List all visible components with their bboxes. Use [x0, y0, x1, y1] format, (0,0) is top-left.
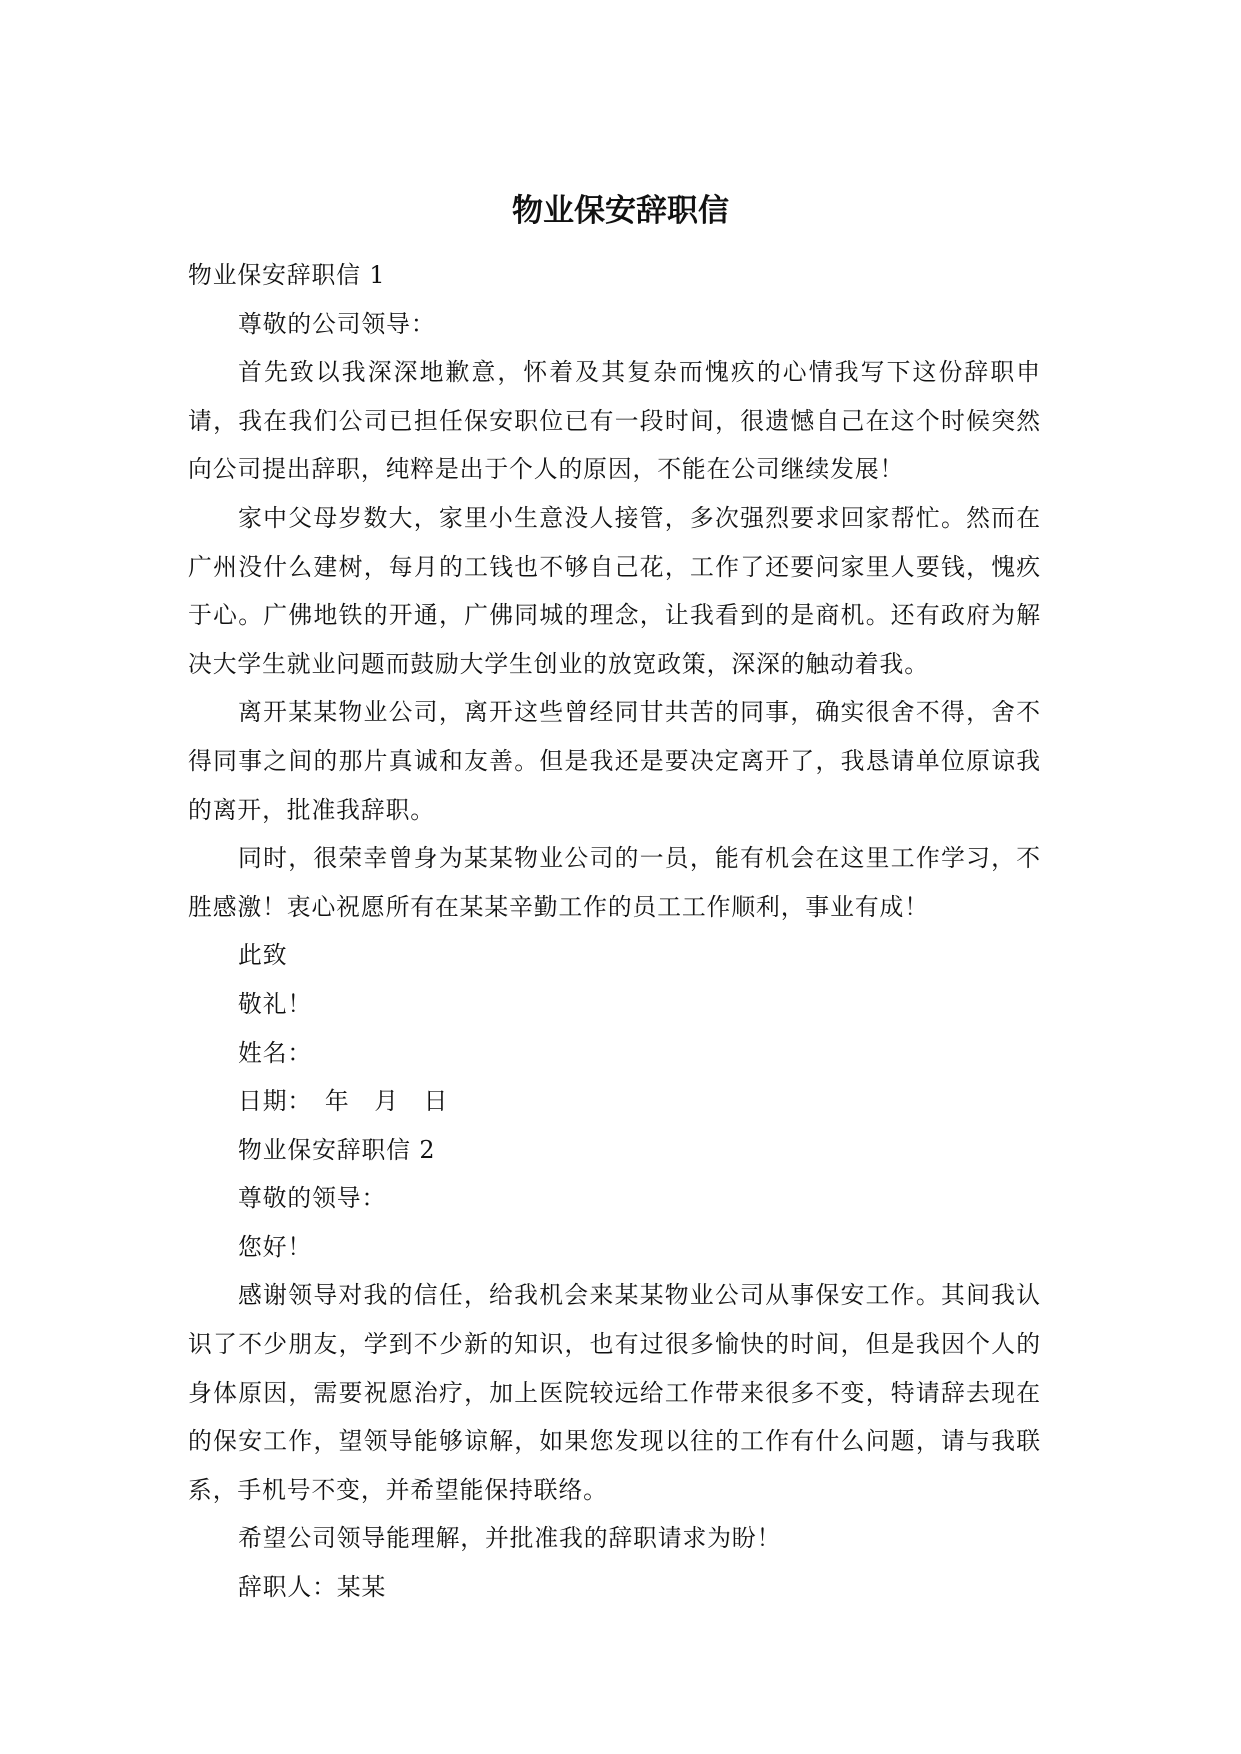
section-heading-1: 物业保安辞职信 1 — [188, 261, 386, 289]
document-body — [188, 251, 1041, 1612]
resigner-line: 辞职人：某某 — [238, 1573, 387, 1602]
body-paragraph: 希望公司领导能理解，并批准我的辞职请求为盼！ — [238, 1524, 782, 1553]
body-paragraph: 家中父母岁数大，家里小生意没人接管，多次强烈要求回家帮忙。然而在广州没什么建树，每月的工钱也不够自己花，工作了还要问家里人要钱，愧疚于心。广佛地铁的开通，广佛同城的理念，让我看到的是商机。还有政府为解决大学生就业问题而鼓励大学生创业的放宽政策，深深的触动着我。 — [188, 503, 1041, 678]
salutation-1: 尊敬的公司领导： — [238, 309, 436, 338]
document-title: 物业保安辞职信 — [512, 193, 729, 229]
greeting: 您好！ — [238, 1232, 313, 1261]
body-paragraph: 首先致以我深深地歉意，怀着及其复杂而愧疚的心情我写下这份辞职申请，我在我们公司已担任保安职位已有一段时间，很遗憾自己在这个时候突然向公司提出辞职，纯粹是出于个人的原因，不能在公司继续发展！ — [188, 358, 1041, 484]
closing-greeting: 敬礼！ — [238, 989, 313, 1018]
body-paragraph: 离开某某物业公司，离开这些曾经同甘共苦的同事，确实很舍不得，舍不得同事之间的那片真诚和友善。但是我还是要决定离开了，我恳请单位原谅我的离开，批准我辞职。 — [188, 698, 1041, 824]
salutation-2: 尊敬的领导： — [238, 1184, 387, 1213]
body-paragraph: 感谢领导对我的信任，给我机会来某某物业公司从事保安工作。其间我认识了不少朋友，学到不少新的知识，也有过很多愉快的时间，但是我因个人的身体原因，需要祝愿治疗，加上医院较远给工作带来很多不变，特请辞去现在的保安工作，望领导能够谅解，如果您发现以往的工作有什么问题，请与我联系，手机号不变，并希望能保持联络。 — [188, 1281, 1041, 1504]
signature-date-line: 日期： 年 月 日 — [238, 1087, 449, 1116]
section-heading-2: 物业保安辞职信 2 — [238, 1135, 436, 1164]
signature-name-line: 姓名： — [238, 1038, 313, 1067]
body-paragraph: 同时，很荣幸曾身为某某物业公司的一员，能有机会在这里工作学习，不胜感激！衷心祝愿所有在某某辛勤工作的员工工作顺利，事业有成！ — [188, 844, 1041, 921]
closing-line: 此致 — [238, 941, 288, 970]
